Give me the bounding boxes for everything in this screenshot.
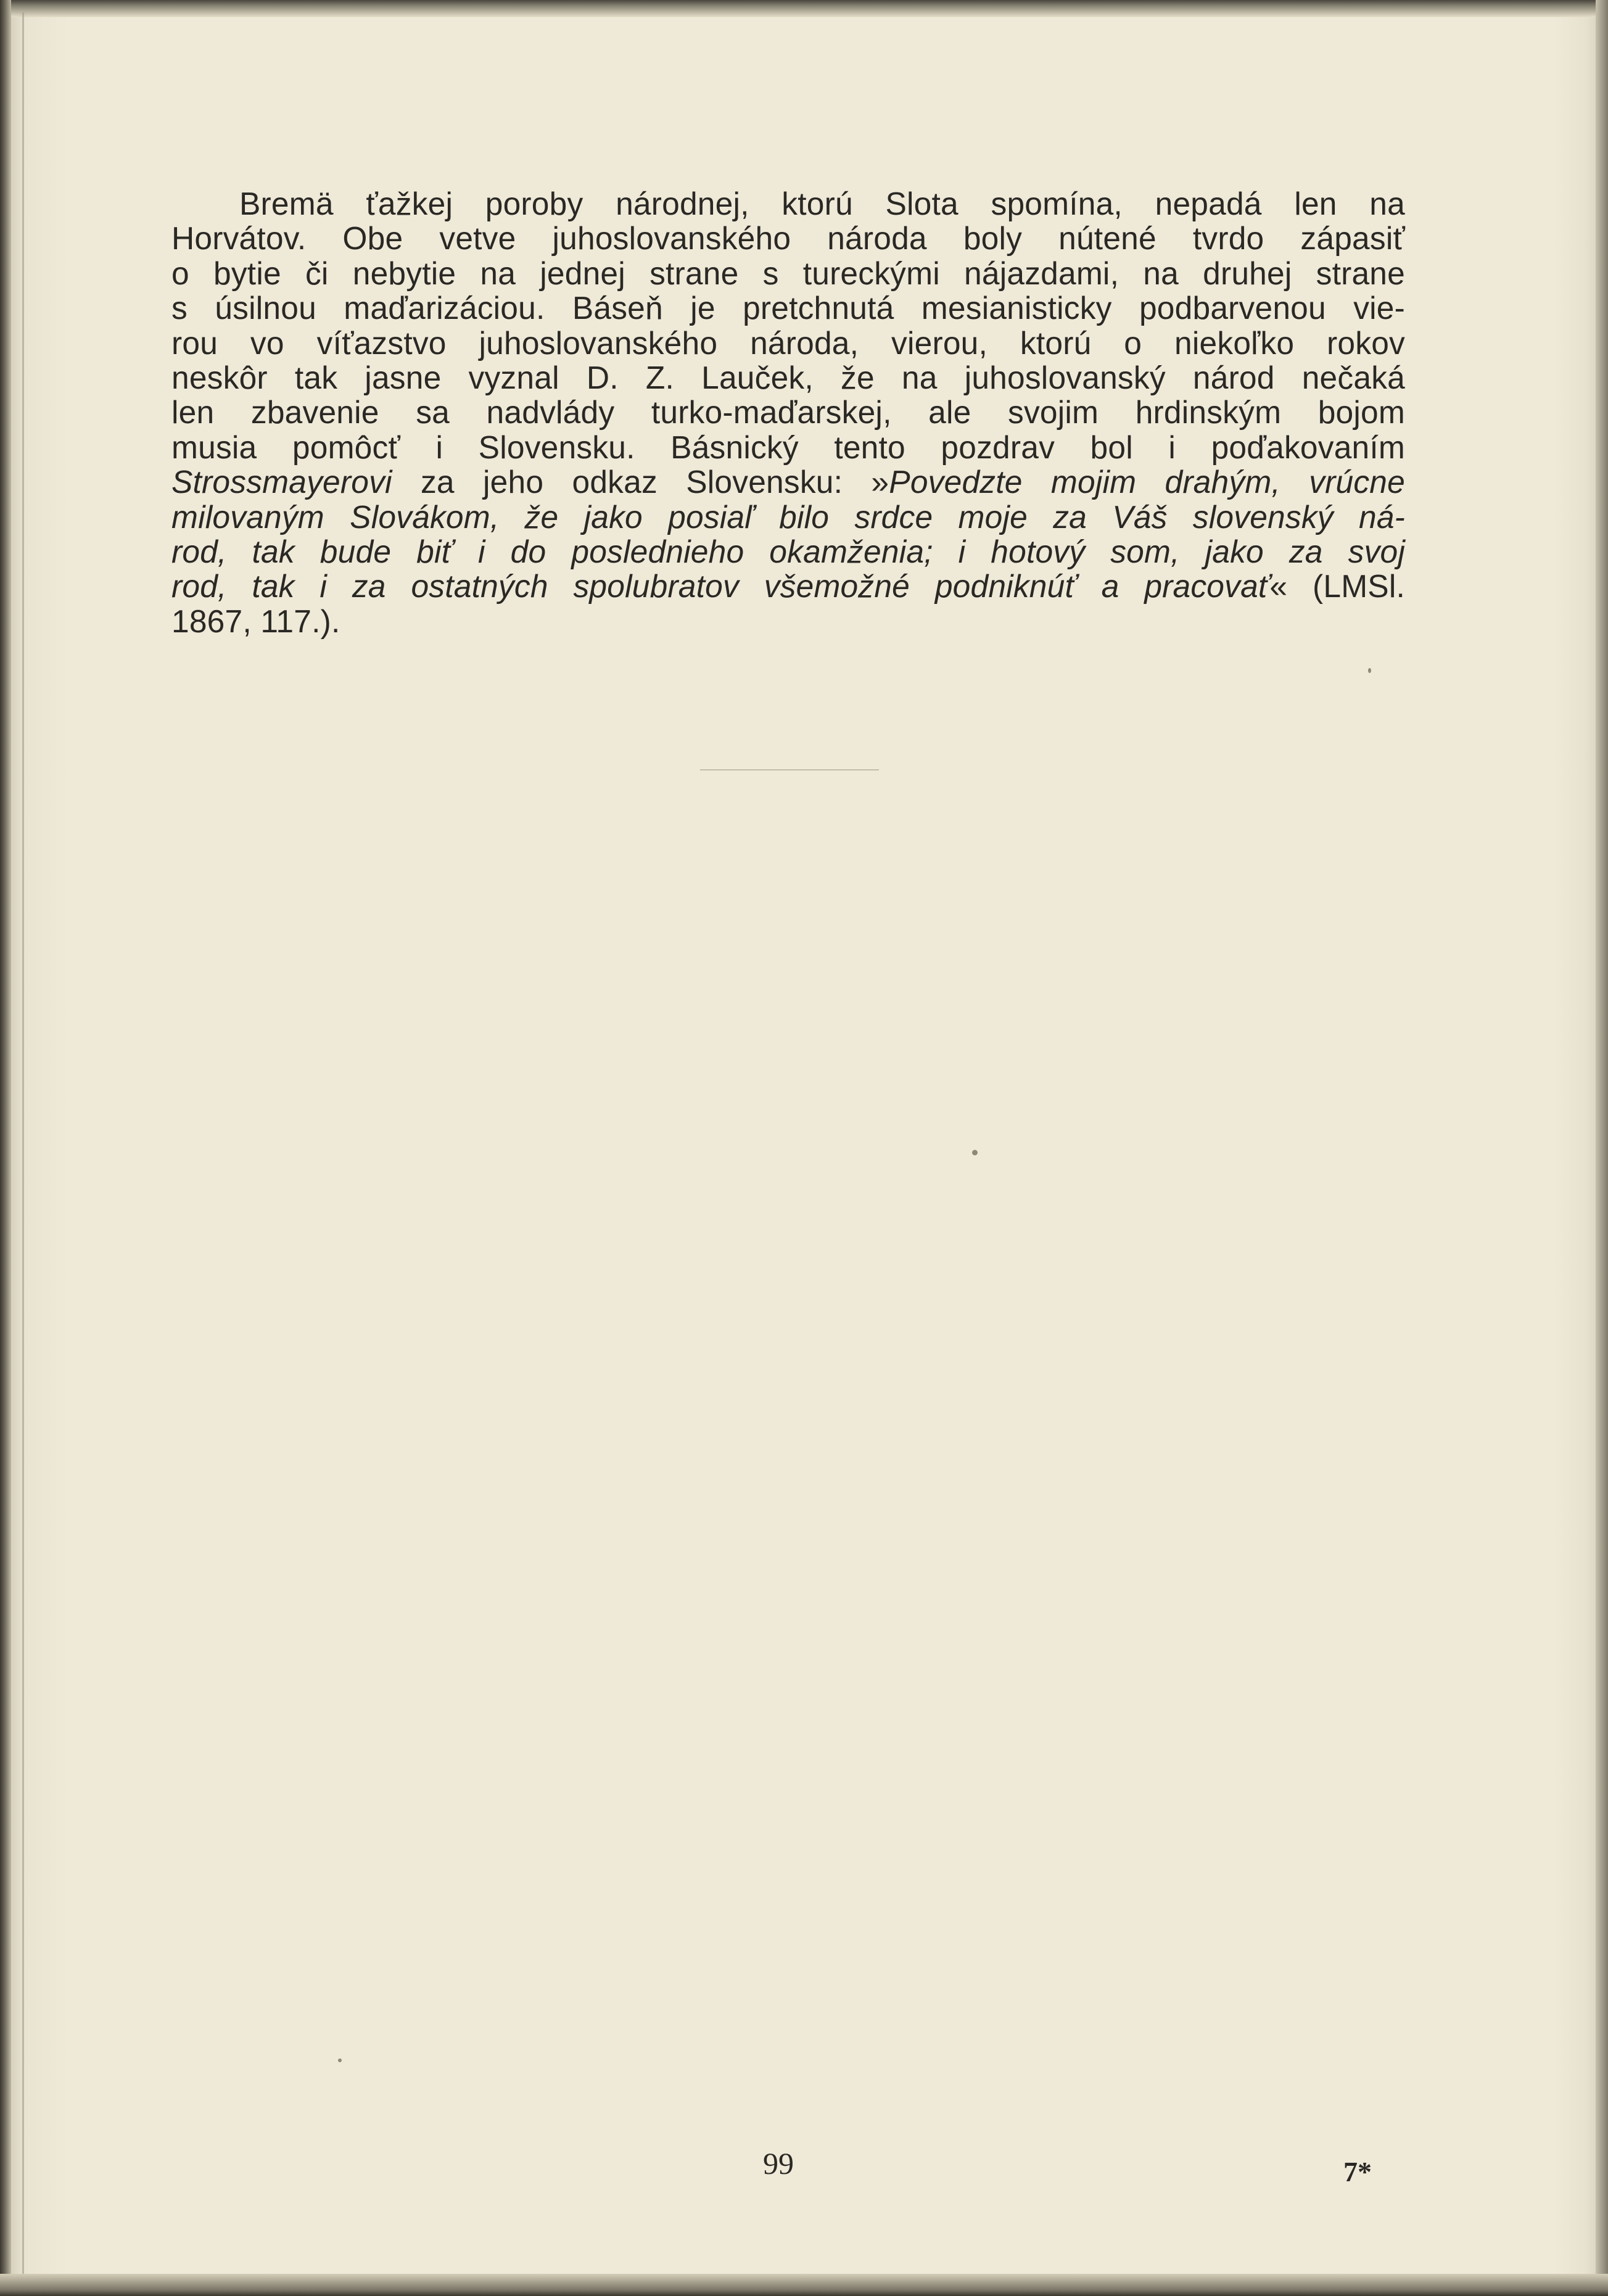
top-scan-shadow [0, 0, 1608, 17]
italic-text-segment: rod, tak i za ostatných spolubratov všemožné podniknúť a pracovať [171, 568, 1270, 605]
text-segment: 1867, 117.). [171, 603, 340, 639]
page-edge-line [22, 12, 24, 2289]
text-segment: Horvátov. Obe vetve juhoslovanského národa boly nútené tvrdo zápasiť [171, 220, 1405, 257]
page-number: 99 [763, 2146, 794, 2181]
text-line [171, 500, 1405, 534]
body-paragraph [171, 186, 1405, 638]
text-line [171, 221, 1405, 255]
text-segment: s úsilnou maďarizáciou. Báseň je pretchnutá mesianisticky podbarvenou vie- [171, 290, 1405, 326]
text-segment: rou vo víťazstvo juhoslovanského národa, vierou, ktorú o niekoľko rokov [171, 324, 1405, 361]
text-segment: « (LMSl. [1269, 568, 1405, 605]
text-segment: len zbavenie sa nadvlády turko-maďarskej, ale svojim hrdinským bojom [171, 394, 1405, 431]
signature-mark: 7* [1343, 2156, 1372, 2187]
text-line [171, 395, 1405, 429]
text-line [171, 465, 1405, 499]
text-line [171, 291, 1405, 325]
text-line [171, 326, 1405, 360]
text-line [171, 186, 1405, 221]
text-segment: musia pomôcť i Slovensku. Básnický tento pozdrav bol i poďakovaním [171, 429, 1405, 465]
separator-rule [700, 769, 879, 770]
text-segment: o bytie či nebytie na jednej strane s tureckými nájazdami, na druhej strane [171, 255, 1405, 291]
text-line [171, 256, 1405, 291]
text-line [171, 534, 1405, 569]
text-segment: za jeho odkaz Slovensku: » [392, 464, 889, 500]
italic-text-segment: Povedzte mojim drahým, vrúcne [889, 464, 1405, 500]
italic-text-segment: milovaným Slovákom, že jako posiaľ bilo srdce moje za Váš slovenský ná- [171, 498, 1405, 535]
text-line [171, 430, 1405, 465]
text-line [171, 360, 1405, 395]
left-binding-shadow [0, 0, 11, 2296]
paper-speck [972, 1150, 978, 1155]
paper-speck [338, 2059, 342, 2062]
paper-speck [1368, 668, 1371, 673]
text-segment: Bremä ťažkej poroby národnej, ktorú Slota spomína, nepadá len na [239, 186, 1405, 221]
text-line [171, 569, 1405, 603]
italic-text-segment: Strossmayerovi [171, 464, 392, 500]
text-segment: neskôr tak jasne vyznal D. Z. Lauček, že na juhoslovanský národ nečaká [171, 360, 1405, 396]
text-line [171, 604, 1405, 638]
right-page-edge [1596, 0, 1608, 2296]
italic-text-segment: rod, tak bude biť i do poslednieho okamženia; i hotový som, jako za svoj [171, 534, 1405, 570]
bottom-scan-shadow [0, 2274, 1608, 2296]
